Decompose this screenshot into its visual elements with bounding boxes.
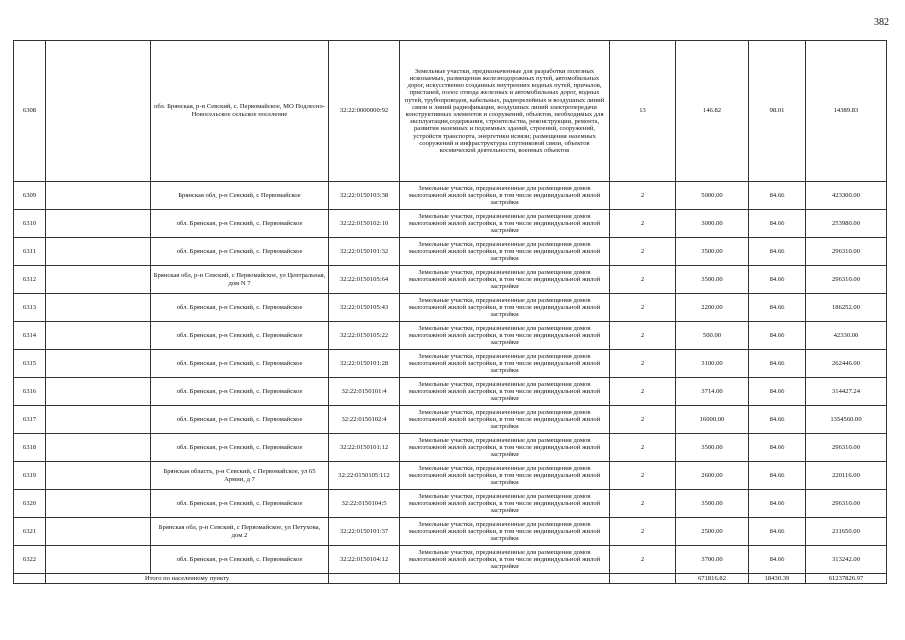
area-cell: 3000.00 [676, 210, 749, 238]
cadastral-value-cell: 186252.00 [806, 294, 887, 322]
rate-cell: 84.66 [749, 434, 806, 462]
cadastral-value-cell: 211650.00 [806, 518, 887, 546]
row-number: 6312 [14, 266, 46, 294]
empty-cell [610, 574, 676, 584]
land-use-cell: Земельные участки, предназначенные для размещения домов малоэтажной жилой застройки, в том числе индивидуальной жилой застройки [400, 406, 610, 434]
table-row [14, 210, 887, 238]
cadastral-number-cell: 32:22:0150105:43 [329, 294, 400, 322]
table-row [14, 294, 887, 322]
land-use-cell: Земельные участки, предназначенные для размещения домов малоэтажной жилой застройки, в том числе индивидуальной жилой застройки [400, 490, 610, 518]
table-row [14, 462, 887, 490]
group-cell: 2 [610, 210, 676, 238]
empty-cell [46, 322, 151, 350]
area-cell: 2500.00 [676, 518, 749, 546]
rate-cell: 84.66 [749, 182, 806, 210]
land-use-cell: Земельные участки, предназначенные для размещения домов малоэтажной жилой застройки, в том числе индивидуальной жилой застройки [400, 294, 610, 322]
land-registry-table [13, 40, 887, 584]
area-cell: 3500.00 [676, 238, 749, 266]
cadastral-value-cell: 220116.00 [806, 462, 887, 490]
land-use-cell: Земельные участки, предназначенные для размещения домов малоэтажной жилой застройки, в том числе индивидуальной жилой застройки [400, 378, 610, 406]
group-cell: 2 [610, 294, 676, 322]
area-cell: 3500.00 [676, 490, 749, 518]
total-row [14, 574, 887, 584]
rate-cell: 84.66 [749, 406, 806, 434]
land-use-cell: Земельные участки, предназначенные для размещения домов малоэтажной жилой застройки, в том числе индивидуальной жилой застройки [400, 350, 610, 378]
group-cell: 2 [610, 350, 676, 378]
page-number: 382 [874, 17, 889, 28]
table-row [14, 266, 887, 294]
cadastral-value-cell: 42330.00 [806, 322, 887, 350]
rate-cell: 84.66 [749, 490, 806, 518]
row-number: 6316 [14, 378, 46, 406]
cadastral-number-cell: 32:22:0150103:38 [329, 182, 400, 210]
empty-cell [46, 378, 151, 406]
row-number: 6310 [14, 210, 46, 238]
cadastral-number-cell: 32:22:0150104:5 [329, 490, 400, 518]
cadastral-value-cell: 423300.00 [806, 182, 887, 210]
cadastral-value-cell: 296310.00 [806, 238, 887, 266]
cadastral-number-cell: 32:22:0150105:112 [329, 462, 400, 490]
group-cell: 2 [610, 406, 676, 434]
total-label-cell: Итого по населенному пункту [46, 574, 329, 584]
table-row [14, 41, 887, 182]
area-cell: 3100.00 [676, 350, 749, 378]
land-use-cell: Земельные участки, предназначенные для размещения домов малоэтажной жилой застройки, в том числе индивидуальной жилой застройки [400, 322, 610, 350]
rate-cell: 84.66 [749, 266, 806, 294]
land-use-cell: Земельные участки, предназначенные для размещения домов малоэтажной жилой застройки, в том числе индивидуальной жилой застройки [400, 182, 610, 210]
cadastral-number-cell: 32:22:0150101:37 [329, 518, 400, 546]
row-number: 6317 [14, 406, 46, 434]
empty-cell [46, 266, 151, 294]
rate-cell: 84.66 [749, 462, 806, 490]
address-cell: обл. Брянская, р-н Севский, с. Первомайское [151, 210, 329, 238]
address-cell: Брянская область, р-н Севский, с Первомайское, ул 65 Армии, д 7 [151, 462, 329, 490]
group-cell: 2 [610, 434, 676, 462]
land-use-cell: Земельные участки, предназначенные для размещения домов малоэтажной жилой застройки, в том числе индивидуальной жилой застройки [400, 518, 610, 546]
address-cell: обл. Брянская, р-н Севский, с. Первомайское [151, 350, 329, 378]
row-number: 6313 [14, 294, 46, 322]
address-cell: обл. Брянская, р-н Севский, с. Первомайское [151, 378, 329, 406]
rate-cell: 84.66 [749, 546, 806, 574]
empty-cell [46, 350, 151, 378]
table-row [14, 322, 887, 350]
area-cell: 3500.00 [676, 266, 749, 294]
cadastral-value-cell: 296310.00 [806, 490, 887, 518]
cadastral-value-cell: 296310.00 [806, 434, 887, 462]
row-number: 6321 [14, 518, 46, 546]
address-cell: обл. Брянская, р-н Севский, с. Первомайское [151, 546, 329, 574]
empty-cell [46, 294, 151, 322]
address-cell: обл. Брянская, р-н Севский, с. Первомайское [151, 406, 329, 434]
cadastral-value-cell: 253980.00 [806, 210, 887, 238]
land-use-cell: Земельные участки, предназначенные для разработки полезных ископаемых, размещения железнодорожных путей, автомобильных дорог, искусственно созданных внутренних водных путей, причалов, пристаней, полос отвода железных и автомобильных дорог, водных путей, трубопроводов, кабельных, радиорелейных и воздушных линий связи и линий радиофикации, воздушных линий электропередачи конструктивных элементов и сооружений, объектов, необходимых для эксплуатации,содержания, строительства, реконструкции, ремонта, развития наземных и подземных зданий, строений, сооружений, устройств транспорта, энергетики исвязи; размещения наземных сооружений и инфраструктуры спутниковой связи, объектов космической деятельности, военных объектов [400, 41, 610, 182]
land-use-cell: Земельные участки, предназначенные для размещения домов малоэтажной жилой застройки, в том числе индивидуальной жилой застройки [400, 266, 610, 294]
address-cell: Брянская обл, р-н Севский, с Первомайское, ул Петухова, дом 2 [151, 518, 329, 546]
address-cell: обл. Брянская, р-н Севский, с. Первомайское [151, 434, 329, 462]
row-number: 6308 [14, 41, 46, 182]
empty-cell [46, 406, 151, 434]
rate-cell: 98.01 [749, 41, 806, 182]
table-row [14, 238, 887, 266]
table-row [14, 182, 887, 210]
rate-cell: 84.66 [749, 294, 806, 322]
empty-cell [14, 574, 46, 584]
address-cell: обл. Брянская, р-н Севский, с. Первомайское, МО Подлесно-Новосельское сельское поселение [151, 41, 329, 182]
rate-cell: 84.66 [749, 378, 806, 406]
total-area-cell: 671816.82 [676, 574, 749, 584]
empty-cell [46, 434, 151, 462]
table-row [14, 406, 887, 434]
rate-cell: 84.66 [749, 518, 806, 546]
land-use-cell: Земельные участки, предназначенные для размещения домов малоэтажной жилой застройки, в том числе индивидуальной жилой застройки [400, 434, 610, 462]
group-cell: 2 [610, 462, 676, 490]
land-use-cell: Земельные участки, предназначенные для размещения домов малоэтажной жилой застройки, в том числе индивидуальной жилой застройки [400, 462, 610, 490]
total-value-cell: 61237826.97 [806, 574, 887, 584]
cadastral-number-cell: 32:22:0150101:32 [329, 238, 400, 266]
table-row [14, 546, 887, 574]
cadastral-value-cell: 1354560.00 [806, 406, 887, 434]
row-number: 6315 [14, 350, 46, 378]
cadastral-value-cell: 262446.00 [806, 350, 887, 378]
land-use-cell: Земельные участки, предназначенные для размещения домов малоэтажной жилой застройки, в том числе индивидуальной жилой застройки [400, 546, 610, 574]
total-rate-cell: 18430.39 [749, 574, 806, 584]
cadastral-value-cell: 14389.83 [806, 41, 887, 182]
row-number: 6309 [14, 182, 46, 210]
empty-cell [46, 462, 151, 490]
row-number: 6314 [14, 322, 46, 350]
row-number: 6320 [14, 490, 46, 518]
address-cell: Брянская обл, р-н Севский, с Первомайское [151, 182, 329, 210]
empty-cell [46, 182, 151, 210]
group-cell: 13 [610, 41, 676, 182]
cadastral-value-cell: 313242.00 [806, 546, 887, 574]
cadastral-number-cell: 32:22:0150101:12 [329, 434, 400, 462]
cadastral-number-cell: 32:22:0150104:12 [329, 546, 400, 574]
rate-cell: 84.66 [749, 350, 806, 378]
cadastral-number-cell: 32:22:0150101:28 [329, 350, 400, 378]
cadastral-number-cell: 32:22:0150102:10 [329, 210, 400, 238]
table-body [14, 41, 887, 584]
cadastral-number-cell: 32:22:0150105:22 [329, 322, 400, 350]
area-cell: 500.00 [676, 322, 749, 350]
area-cell: 3714.00 [676, 378, 749, 406]
address-cell: Брянская обл, р-н Севский, с Первомайское, ул Центральная, дом N 7 [151, 266, 329, 294]
group-cell: 2 [610, 182, 676, 210]
area-cell: 2600.00 [676, 462, 749, 490]
cadastral-value-cell: 314427.24 [806, 378, 887, 406]
empty-cell [46, 490, 151, 518]
address-cell: обл. Брянская, р-н Севский, с. Первомайское [151, 294, 329, 322]
land-use-cell: Земельные участки, предназначенные для размещения домов малоэтажной жилой застройки, в том числе индивидуальной жилой застройки [400, 238, 610, 266]
area-cell: 16000.00 [676, 406, 749, 434]
empty-cell [400, 574, 610, 584]
empty-cell [46, 41, 151, 182]
address-cell: обл. Брянская, р-н Севский, с. Первомайское [151, 322, 329, 350]
area-cell: 5000.00 [676, 182, 749, 210]
empty-cell [329, 574, 400, 584]
address-cell: обл. Брянская, р-н Севский, с. Первомайское [151, 490, 329, 518]
empty-cell [46, 546, 151, 574]
empty-cell [46, 518, 151, 546]
row-number: 6319 [14, 462, 46, 490]
row-number: 6322 [14, 546, 46, 574]
group-cell: 2 [610, 490, 676, 518]
group-cell: 2 [610, 546, 676, 574]
group-cell: 2 [610, 322, 676, 350]
land-use-cell: Земельные участки, предназначенные для размещения домов малоэтажной жилой застройки, в том числе индивидуальной жилой застройки [400, 210, 610, 238]
cadastral-number-cell: 32:22:0150102:4 [329, 406, 400, 434]
cadastral-number-cell: 32:22:0000000:92 [329, 41, 400, 182]
row-number: 6311 [14, 238, 46, 266]
area-cell: 2200.00 [676, 294, 749, 322]
row-number: 6318 [14, 434, 46, 462]
table-row [14, 490, 887, 518]
group-cell: 2 [610, 378, 676, 406]
address-cell: обл. Брянская, р-н Севский, с. Первомайское [151, 238, 329, 266]
table-row [14, 350, 887, 378]
group-cell: 2 [610, 266, 676, 294]
empty-cell [46, 210, 151, 238]
rate-cell: 84.66 [749, 210, 806, 238]
empty-cell [46, 238, 151, 266]
table-row [14, 378, 887, 406]
group-cell: 2 [610, 238, 676, 266]
area-cell: 146.82 [676, 41, 749, 182]
cadastral-number-cell: 32:22:0150105:64 [329, 266, 400, 294]
area-cell: 3500.00 [676, 434, 749, 462]
rate-cell: 84.66 [749, 238, 806, 266]
group-cell: 2 [610, 518, 676, 546]
table-row [14, 518, 887, 546]
cadastral-number-cell: 32:22:0150101:4 [329, 378, 400, 406]
area-cell: 3700.00 [676, 546, 749, 574]
table-row [14, 434, 887, 462]
rate-cell: 84.66 [749, 322, 806, 350]
cadastral-value-cell: 296310.00 [806, 266, 887, 294]
